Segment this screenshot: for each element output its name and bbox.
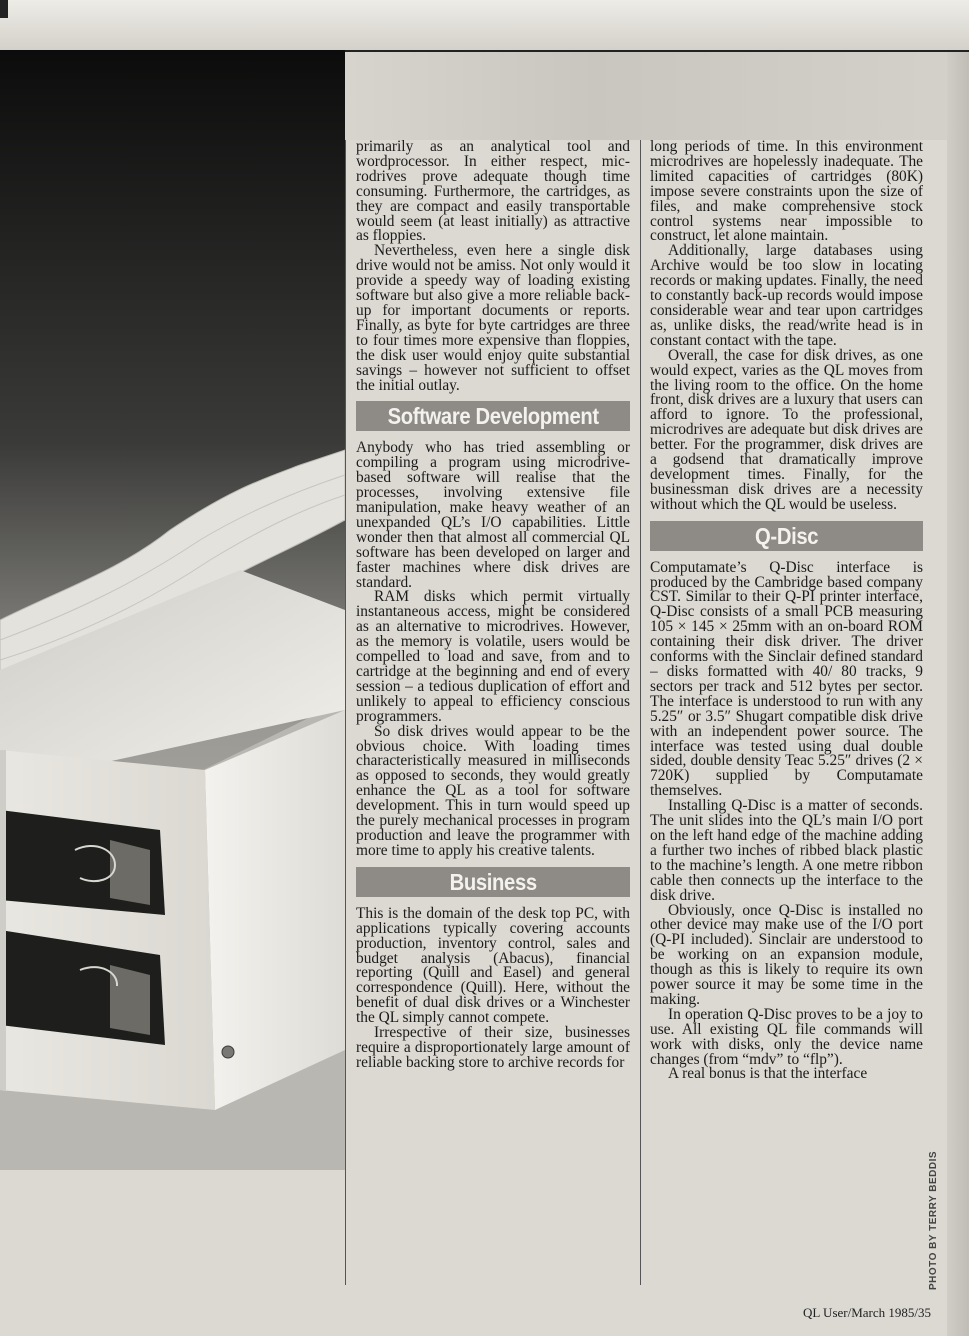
- section-heading-software-development: Software Development: [356, 401, 630, 431]
- page-footer: QL User/March 1985/35: [802, 1305, 931, 1320]
- paragraph: Anybody who has tried assembling or compiling a program using microdrive-based software will realise that the processes, involving extensive file manipulation, make heavy weather of an unexpanded QL’s I/O capabilities. Little wonder then that almost all commercial QL software has been developed on larger and faster machines where disk drives are standard.: [356, 439, 630, 591]
- top-edge-strip: [0, 0, 969, 52]
- photo-credit: PHOTO BY TERRY BEDDIS: [928, 1150, 939, 1290]
- paragraph: Installing Q-Disc is a matter of seconds. The unit slides into the QL’s main I/O port on the left hand edge of the machine adding a further two inches of ribbed black plastic to the machine’s length. A one metre ribbon cable then connects up the interface to the disk drive.: [650, 797, 923, 904]
- article-column-right: [650, 140, 923, 1290]
- paragraph: Additionally, large databases using Archive would be too slow in locating records or making updates. Finally, the need to constantly back-up records would impose considerable wear and tear upon cartridges as, unlike disks, the read/write head is in constant contact with the tape.: [650, 242, 923, 349]
- section-heading-business: Business: [356, 867, 630, 897]
- page-edge: [947, 52, 969, 1336]
- paragraph: RAM disks which permit virtually instantaneous access, might be considered as an alternative to microdrives. However, as the memory is volatile, users would be compelled to load and save, from and to cartridge at the beginning and end of every session – a tedious duplication of effort and unlikely to appeal to efficiency conscious programmers.: [356, 588, 630, 725]
- paragraph: Nevertheless, even here a single disk drive would not be amiss. Not only would it provide a speedy way of loading existing software but also give a more reliable back-up for important documents or reports. Finally, as byte for byte cartridges are three to four times more expensive than floppies, the disk user would enjoy quite substantial savings – however not sufficient to offset the initial outlay.: [356, 242, 630, 394]
- paragraph: primarily as an analytical tool and wordprocessor. In either respect, microdrives prove adequate though time consuming. Furthermore, the cartridges, as they are compact and easily transportable would seem (at least initially) as attractive as floppies.: [356, 140, 630, 245]
- paragraph: Obviously, once Q-Disc is installed no other device may make use of the I/O port (Q-PI included). Sinclair are understood to be working on an expansion module, though as this is likely to require its own power source it may be some time in the making.: [650, 901, 923, 1008]
- header-band: [345, 52, 969, 140]
- paragraph: In operation Q-Disc proves to be a joy to use. All existing QL file commands will work with disks, only the device name changes (from “mdv” to “flp”).: [650, 1005, 923, 1068]
- column-divider-left: [345, 140, 346, 1285]
- paragraph: This is the domain of the desk top PC, with applications typically covering accounts production, inventory control, sales and budget analysis (Abacus), financial reporting (Quill and Easel) and general correspondence (Quill). Here, without the benefit of dual disk drives or a Winchester the QL simply cannot compete.: [356, 904, 630, 1027]
- paragraph: A real bonus is that the interface: [668, 1065, 868, 1083]
- section-heading-q-disc: Q-Disc: [650, 521, 923, 551]
- paragraph: So disk drives would appear to be the obvious choice. With loading times characteristically measured in milliseconds as opposed to seconds, they would greatly enhance the QL as a tool for software development. This in turn would speed up the purely mechanical processes in program production and leave the programmer with more time to apply his creative talents.: [356, 722, 630, 859]
- corner-mark: [0, 0, 8, 18]
- article-column-middle: [356, 140, 630, 1290]
- paragraph: Irrespective of their size, businesses require a disproportionately large amount of reliable backing store to archive records for: [356, 1024, 630, 1071]
- disk-drive-photo: [0, 50, 345, 1170]
- paragraph: Computamate’s Q-Disc interface is produced by the Cambridge based company CST. Similar to their Q-PI printer interface, Q-Disc consists of a small PCB measuring 105 × 145 × 25mm with an on-board ROM containing their disk driver. The driver conforms with the Sinclair defined standard – disks formatted with 40/ 80 tracks, 9 sectors per track and 512 bytes per sector. The interface is understood to run with any 5.25″ or 3.5″ Shugart compatible disk drive with an independent power source. The interface was tested using dual double sided, double density Teac 5.25″ drives (2 × 720K) supplied by Computamate themselves.: [650, 558, 923, 800]
- paragraph: Overall, the case for disk drives, as one would expect, varies as the QL moves from the living room to the office. On the home front, disk drives are a luxury that users can afford to ignore. To the professional, microdrives are adequate but disk drives are better. For the programmer, disk drives are a godsend that dramatically improve development times. Finally, for the businessman disk drives are a necessity without which the QL would be useless.: [650, 346, 923, 513]
- column-divider-right: [640, 140, 641, 1285]
- paragraph: long periods of time. In this environment microdrives are hopelessly inadequate. The limited capacities of cartridges (80K) impose severe constraints upon the size of files, and make comprehensive stock control systems near impossible to construct, let alone maintain.: [650, 140, 923, 245]
